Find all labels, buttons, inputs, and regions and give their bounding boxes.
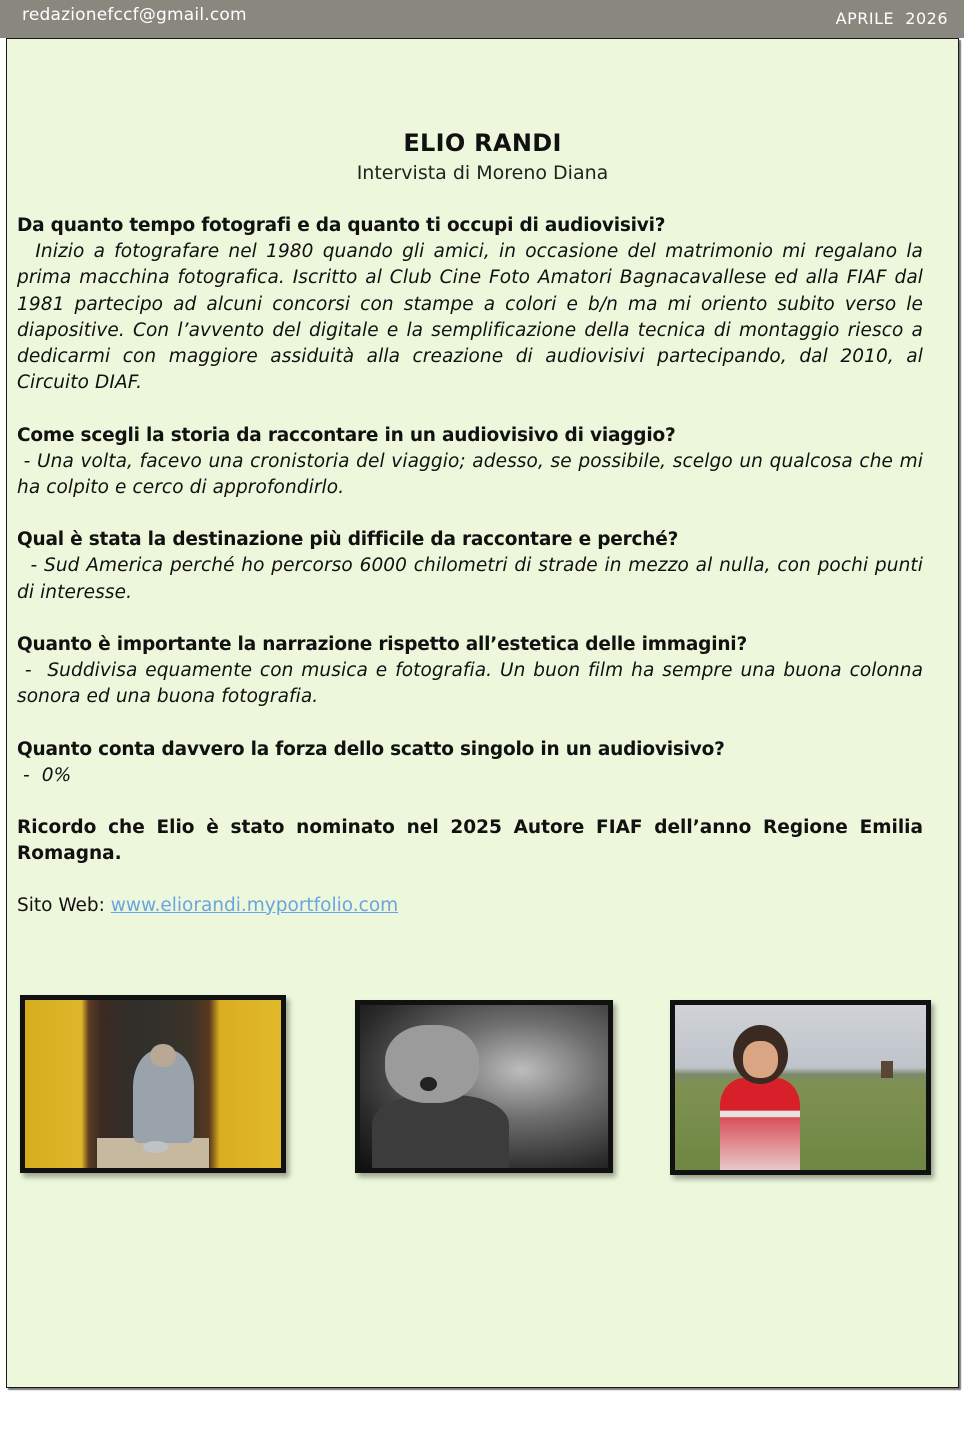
website-line <box>17 893 923 919</box>
photo-girl-in-field <box>670 1000 931 1175</box>
newsletter-header-bar <box>0 0 964 38</box>
question: Come scegli la storia da raccontare in un audiovisivo di viaggio? <box>17 424 676 446</box>
photo-image <box>25 1000 281 1168</box>
issue-date: APRILE 2026 <box>835 9 948 28</box>
answer: - 0% <box>17 764 72 786</box>
photo-image <box>360 1005 608 1168</box>
photo-man-in-doorway <box>20 995 286 1173</box>
article-page <box>6 38 959 1388</box>
answer: Inizio a fotografare nel 1980 quando gli amici, in occasione del matrimonio mi regalano la prima macchina fotografica. Iscritto al Club Cine Foto Amatori Bagnacavallese ed alla FIAF dal 1981 partecipo ad alcuni concorsi con stampe a colori e b/n ma mi oriento subito verso le diapositive. Con l’avvento del digitale e la semplificazione della tecnica di montaggio riesco a dedicarmi con maggiore assiduità alla creazione di audiovisivi partecipando, dal 2010, al Circuito DIAF. <box>17 241 929 394</box>
question: Quanto è importante la narrazione rispetto all’estetica delle immagini? <box>17 633 747 655</box>
qa-item <box>17 213 929 397</box>
photo-teddy-bear <box>355 1000 613 1173</box>
question: Qual è stata la destinazione più difficile da raccontare e perché? <box>17 529 679 551</box>
question: Da quanto tempo fotografi e da quanto ti occupi di audiovisivi? <box>17 215 666 236</box>
photo-image <box>675 1005 926 1170</box>
answer: - Suddivisa equamente con musica e fotografia. Un buon film ha sempre una buona colonna sonora ed una buona fotografia. <box>17 659 929 708</box>
contact-email: redazionefccf@gmail.com <box>22 5 247 25</box>
question: Quanto conta davvero la forza dello scatto singolo in un audiovisivo? <box>17 738 725 760</box>
qa-item <box>17 527 929 606</box>
qa-item <box>17 423 929 502</box>
website-label: Sito Web: <box>17 894 111 916</box>
article-title: ELIO RANDI <box>403 129 562 157</box>
interview-content <box>17 213 929 919</box>
website-link[interactable]: www.eliorandi.myportfolio.com <box>110 894 399 916</box>
award-note: Ricordo che Elio è stato nominato nel 2025 Autore FIAF dell’anno Regione Emilia Romagna. <box>17 816 923 864</box>
answer: - Una volta, facevo una cronistoria del viaggio; adesso, se possibile, scelgo un qualcosa che mi ha colpito e cerco di approfondirlo. <box>17 450 929 499</box>
qa-item <box>17 632 929 711</box>
answer: - Sud America perché ho percorso 6000 chilometri di strade in mezzo al nulla, con pochi punti di interesse. <box>17 555 929 603</box>
article-byline: Intervista di Moreno Diana <box>356 162 609 184</box>
qa-item <box>17 737 923 789</box>
